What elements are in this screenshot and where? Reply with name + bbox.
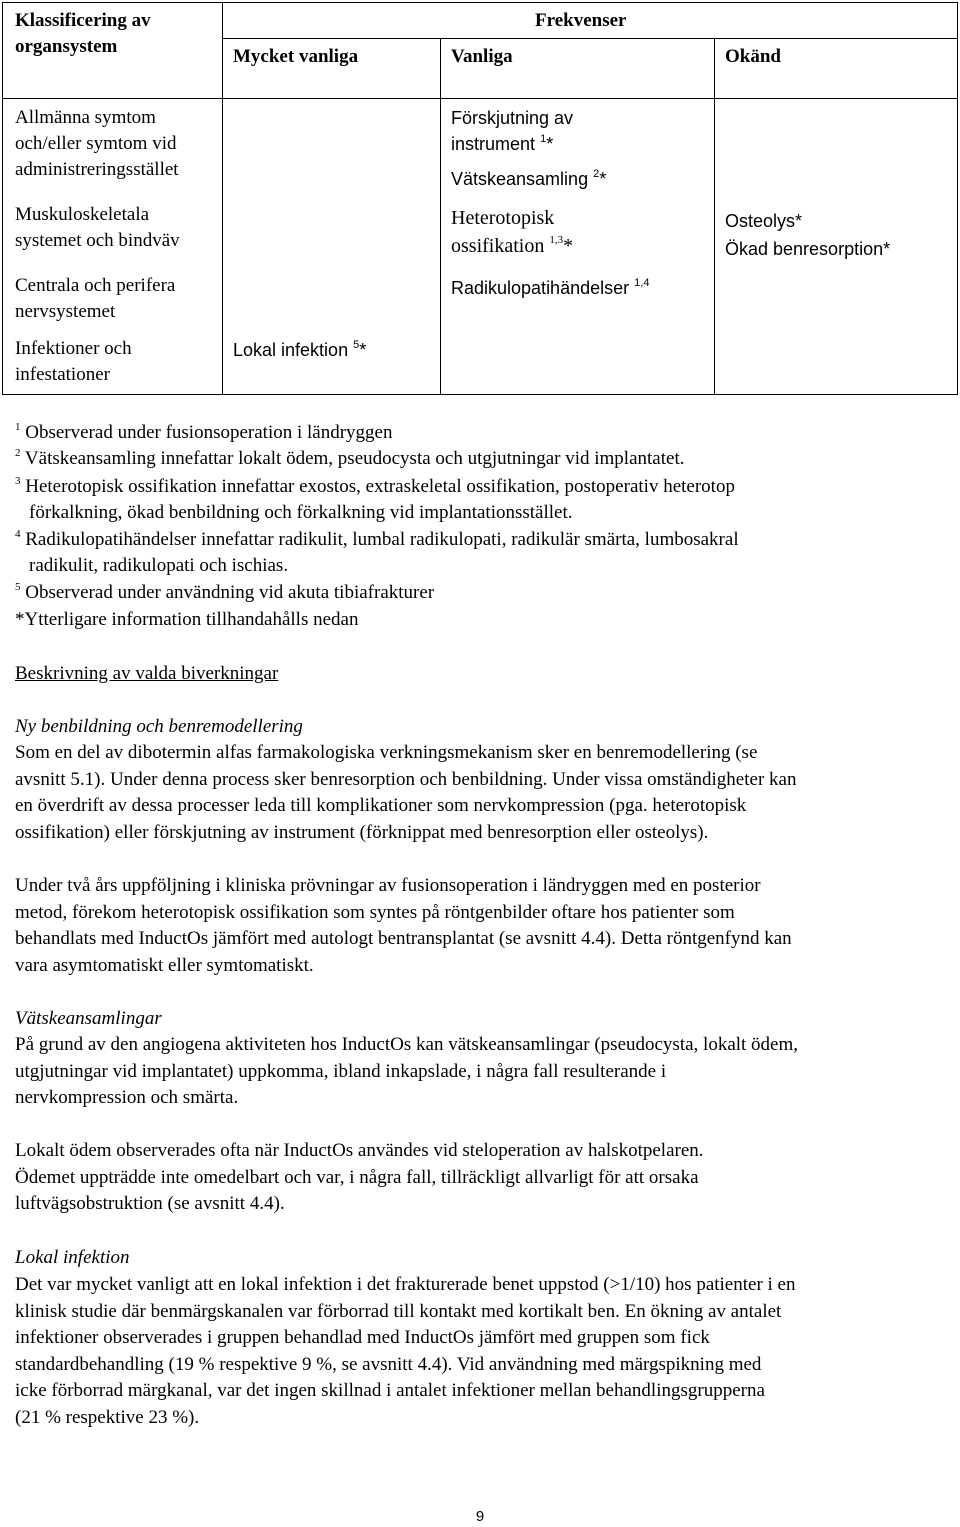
page-number: 9 [475, 1508, 485, 1525]
footnote-1: $^1$ Observerad under fusionsoperation i ländryggen [15, 420, 393, 443]
footnote-2: $^2$ Vätskeansamling innefattar lokalt ödem, pseudocysta och utgjutningar vid implantatet. [15, 446, 685, 469]
effect-bone-resorption: Ökad benresorption* [725, 239, 891, 259]
subsection-title-infection: Lokal infektion [15, 1247, 130, 1268]
footnote-3: $^3$ Heterotopisk ossifikation innefattar exostos, extraskeletal ossifikation, postoperativ heterotop förkalkning, ökad benbildning och förkalkning vid implantationsstället. [15, 474, 735, 523]
footnote-star: *Ytterligare information tillhandahålls nedan [15, 609, 359, 630]
paragraph-fluid-1: På grund av den angiogena aktiviteten hos InductOs kan vätskeansamlingar (pseudocysta, lokalt ödem, utgjutningar vid implantatet) uppkomma, ibland inkapslade, i några fall resulterande i nervkompression och smärta. [15, 1034, 799, 1108]
effect-local-infection: Lokal infektion $^5$* [233, 339, 367, 360]
footnote-5: $^5$ Observerad under användning vid akuta tibiafrakturer [15, 580, 435, 603]
effect-osteolysis: Osteolys* [725, 211, 803, 231]
paragraph-fluid-2: Lokalt ödem observerades ofta när InductOs användes vid steloperation av halskotpelaren. Ödemet uppträdde inte omedelbart och var, i några fall, tillräckligt allvarligt för att orsaka luftvägsobstruktion (se avsnitt 4.4). [15, 1140, 704, 1214]
header-classification: Klassificering av organsystem [15, 10, 151, 57]
organ-nervous-system: Centrala och perifera nervsystemet [15, 275, 176, 322]
effect-heterotopic-ossification: Heterotopisk ossifikation $^{1,3}$* [451, 207, 574, 257]
organ-general: Allmänna symtom och/eller symtom vid administreringsstället [15, 107, 179, 180]
header-common: Vanliga [451, 46, 513, 67]
header-frequencies: Frekvenser [535, 10, 627, 31]
subsection-title-fluid: Vätskeansamlingar [15, 1008, 162, 1029]
paragraph-bone-1: Som en del av dibotermin alfas farmakologiska verkningsmekanism sker en benremodellering (se avsnitt 5.1). Under denna process sker benresorption och benbildning. Under vissa omständigheter kan en överdrift av dessa processer leda till komplikationer som nervkompression (pga. heterotopisk ossifikation) eller förskjutning av instrument (förknippat med benresorption eller osteolys). [15, 742, 797, 843]
section-heading: Beskrivning av valda biverkningar [15, 663, 279, 684]
organ-musculoskeletal: Muskuloskeletala systemet och bindväv [15, 204, 180, 251]
paragraph-infection-1: Det var mycket vanligt att en lokal infektion i det frakturerade benet uppstod (>1/10) hos patienter i en klinisk studie där benmärgskanalen var förborrad till kontakt med kortikalt ben. En ökning av antalet infektioner observerades i gruppen behandlad med InductOs jämfört med gruppen som fick standardbehandling (19 % respektive 9 %, se avsnitt 4.4). Vid användning med märgspikning med icke förborrad märgkanal, var det ingen skillnad i antalet infektioner mellan behandlingsgrupperna (21 % respektive 23 %). [15, 1274, 796, 1428]
effect-unknown-bone [725, 204, 890, 266]
effect-radiculopathy: Radikulopatihändelser $^{1,4}$ [451, 277, 650, 298]
header-unknown: Okänd [725, 46, 781, 67]
organ-infections: Infektioner och infestationer [15, 338, 132, 385]
effect-instrument-displacement: Förskjutning av instrument $^1$* Vätskeansamling $^2$* [451, 105, 606, 192]
effect-fluid-accumulation: Vätskeansamling $^2$* [451, 168, 607, 189]
footnote-4: $^4$ Radikulopatihändelser innefattar radikulit, lumbal radikulopati, radikulär smärta, lumbosakral radikulit, radikulopati och ischias. [15, 527, 739, 576]
paragraph-bone-2: Under två års uppföljning i kliniska prövningar av fusionsoperation i ländryggen med en posterior metod, förekom heterotopisk ossifikation som syntes på röntgenbilder oftare hos patienter som behandlats med InductOs jämfört med autologt bentransplantat (se avsnitt 4.4). Detta röntgenfynd kan vara asymtomatiskt eller symtomatiskt. [15, 875, 792, 976]
subsection-title-bone: Ny benbildning och benremodellering [15, 716, 303, 737]
header-very-common: Mycket vanliga [233, 46, 359, 67]
